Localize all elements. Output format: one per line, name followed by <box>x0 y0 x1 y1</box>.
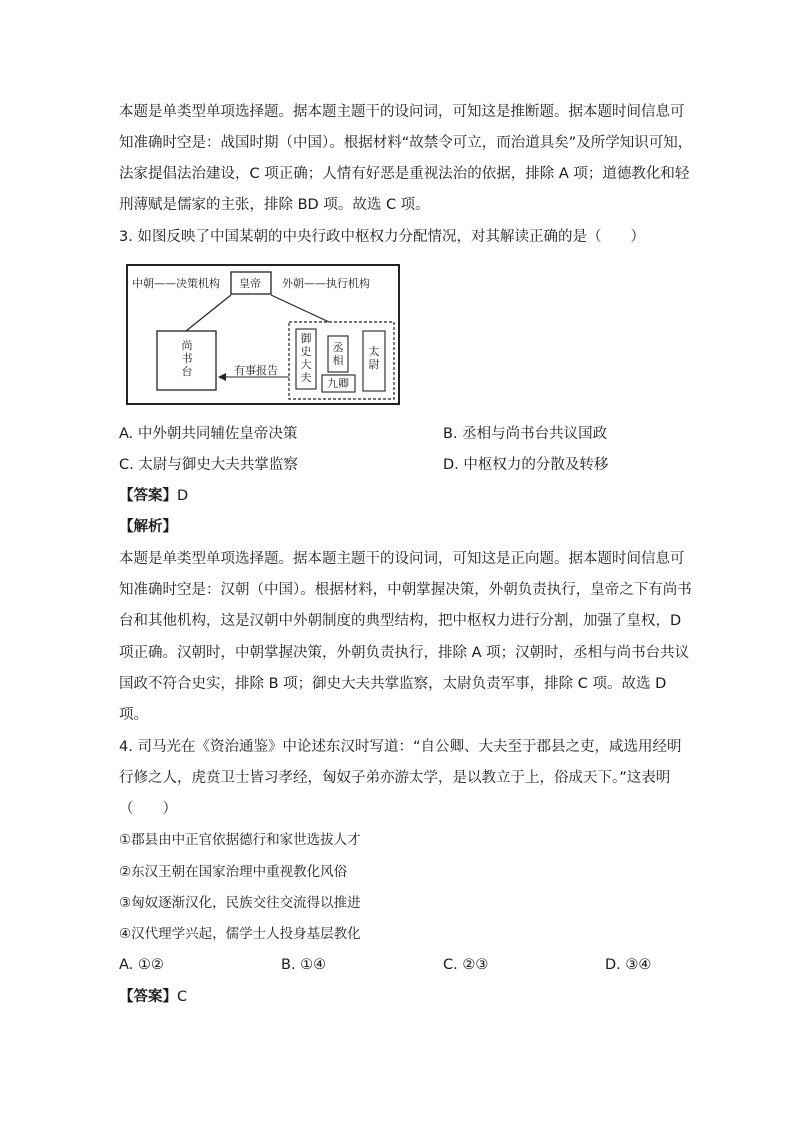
taiwei-label: 太 尉 <box>368 345 380 371</box>
q4-item: ②东汉王朝在国家治理中重视教化风俗 <box>119 864 348 880</box>
report-label: 有事报告 <box>234 364 278 377</box>
outer-court-label: 外朝——执行机构 <box>282 277 370 290</box>
analysis-line: 台和其他机构，这是汉朝中外朝制度的典型结构，把中枢权力进行分割，加强了皇权，D <box>119 613 682 629</box>
q3-answer <box>119 486 679 506</box>
q4-option-a: A. ①② <box>119 957 164 973</box>
question-4-stem: （ ） <box>119 801 177 817</box>
q3-option-d: D. 中枢权力的分散及转移 <box>443 457 609 473</box>
analysis-line: 知准确时空是：战国时期（中国）。根据材料“故禁令可立，而治道具矣”及所学知识可知， <box>119 135 693 151</box>
analysis-line: 项正确。汉朝时，中朝掌握决策，外朝负责执行，排除 A 项；汉朝时，丞相与尚书台共议 <box>119 645 690 661</box>
answer-label: 【答案】 <box>119 989 177 1005</box>
answer-value: C <box>177 989 188 1005</box>
answer-label: 【答案】 <box>119 488 177 504</box>
q4-option-c: C. ②③ <box>443 957 489 973</box>
q3-option-a: A. 中外朝共同辅佐皇帝决策 <box>119 426 298 442</box>
q4-option-b: B. ①④ <box>281 957 327 973</box>
analysis-line: 国政不符合史实，排除 B 项；御史大夫共掌监察，太尉负责军事，排除 C 项。故选 D <box>119 676 667 692</box>
analysis-label: 【解析】 <box>119 519 177 535</box>
q3-analysis-heading <box>119 517 679 537</box>
analysis-line: 本题是单类型单项选择题。据本题主题干的设问词，可知这是正向题。据本题时间信息可 <box>119 551 685 567</box>
analysis-line: 法家提倡法治建设，C 项正确；人情有好恶是重视法治的依据，排除 A 项；道德教化和轻 <box>119 166 690 182</box>
question-3-stem: 3. 如图反映了中国某朝的中央行政中枢权力分配情况，对其解读正确的是（ ） <box>119 229 645 245</box>
analysis-line: 刑薄赋是儒家的主张，排除 BD 项。故选 C 项。 <box>119 197 430 213</box>
answer-value: D <box>177 488 189 504</box>
q4-item: ③匈奴逐渐汉化，民族交往交流得以推进 <box>119 895 361 911</box>
jiuqing-label: 九卿 <box>327 377 349 390</box>
central-administration-diagram <box>126 264 400 405</box>
q4-option-d: D. ③④ <box>605 957 652 973</box>
emperor-label: 皇帝 <box>239 277 261 290</box>
q3-option-c: C. 太尉与御史大夫共掌监察 <box>119 457 298 473</box>
q4-answer <box>119 987 679 1007</box>
analysis-line: 本题是单类型单项选择题。据本题主题干的设问词，可知这是推断题。据本题时间信息可 <box>119 104 685 120</box>
inner-court-label: 中朝——决策机构 <box>132 277 220 290</box>
question-4-stem: 4. 司马光在《资治通鉴》中论述东汉时写道：“自公卿、大夫至于郡县之吏，咸选用经明 <box>119 739 682 755</box>
analysis-line: 项。 <box>119 707 148 723</box>
question-4-stem: 行修之人，虎贲卫士皆习孝经，匈奴子弟亦游太学，是以教立于上，俗成天下。”这表明 <box>119 770 671 786</box>
q4-item: ④汉代理学兴起，儒学士人投身基层教化 <box>119 926 361 942</box>
shangshu-label: 尚 书 台 <box>181 339 193 378</box>
chengxiang-label: 丞 相 <box>332 341 344 367</box>
q3-option-b: B. 丞相与尚书台共议国政 <box>443 426 608 442</box>
yushi-label: 御 史 大 夫 <box>300 332 312 384</box>
analysis-line: 知准确时空是：汉朝（中国）。根据材料，中朝掌握决策，外朝负责执行，皇帝之下有尚书 <box>119 582 692 598</box>
q4-item: ①郡县由中正官依据德行和家世选拔人才 <box>119 832 361 848</box>
